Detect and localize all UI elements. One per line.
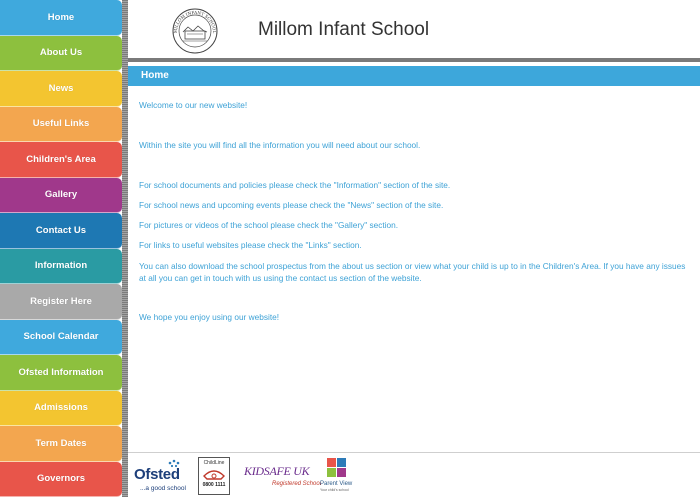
sidebar-nav [0,0,122,497]
sidebar-item-label: Information [34,260,88,272]
childline-name: ChildLine [203,460,225,466]
sidebar-item-label: Useful Links [32,118,90,130]
sidebar-item-label: Governors [36,473,86,485]
content-paragraph: For school documents and policies please check the "Information" section of the site. [139,180,451,190]
sidebar-item-label: Contact Us [35,224,87,236]
sidebar-item-admissions[interactable] [0,391,122,427]
ofsted-logo[interactable] [134,457,192,495]
sidebar-item-label: Ofsted Information [18,366,104,378]
telephone-icon [199,466,229,482]
sidebar-item-about-us[interactable] [0,36,122,72]
sidebar-item-gallery[interactable] [0,178,122,214]
kidsafe-name: KIDSAFE UK [244,464,310,478]
page-title: Home [141,70,169,81]
sidebar-item-governors[interactable] [0,462,122,497]
sidebar-item-label: Admissions [34,402,88,414]
sidebar-item-label: News [48,82,74,94]
sidebar-item-register-here[interactable] [0,284,122,320]
childline-logo[interactable] [198,457,230,495]
childline-number: 0800 1111 [202,482,226,488]
parent-view-tagline: Your child's school [320,488,349,492]
school-logo[interactable] [168,3,222,57]
content-paragraph: Welcome to our new website! [139,100,248,110]
site-footer [128,452,700,497]
content-paragraph: For school news and upcoming events please check the "News" section of the site. [139,200,444,210]
kidsafe-tagline: Registered School [272,481,322,487]
puzzle-icon [326,457,348,479]
sidebar-item-label: Children's Area [26,153,96,165]
ofsted-tagline: ...a good school [140,485,186,492]
parent-view-logo[interactable] [316,457,356,497]
sidebar-item-label: School Calendar [23,331,99,343]
content-paragraph: You can also download the school prospectus from the about us section or view what your child is up to in the Children's Area. If you have any issues at all you can get in touch with us using the contact us section of the website. [139,261,686,283]
sidebar-item-term-dates[interactable] [0,426,122,462]
sidebar-item-news[interactable] [0,71,122,107]
sidebar-item-label: Term Dates [35,437,87,449]
sidebar-item-information[interactable] [0,249,122,285]
content-paragraph: We hope you enjoy using our website! [139,312,280,322]
page-title-bar [128,66,700,86]
sidebar-item-home[interactable] [0,0,122,36]
sidebar-item-contact-us[interactable] [0,213,122,249]
content-paragraph: For links to useful websites please check the "Links" section. [139,240,362,250]
sidebar-item-ofsted-information[interactable] [0,355,122,391]
ofsted-name: Ofsted [134,466,180,483]
sidebar-item-label: Gallery [44,189,78,201]
sidebar-item-label: Home [47,11,75,23]
main-content [128,86,700,451]
parent-view-name: Parent View [320,481,353,487]
sidebar-item-label: Register Here [30,295,92,307]
content-paragraph: For pictures or videos of the school please check the "Gallery" section. [139,220,399,230]
sidebar-item-childrens-area[interactable] [0,142,122,178]
school-crest-icon [168,3,222,57]
site-title: Millom Infant School [258,19,430,40]
sidebar-item-useful-links[interactable] [0,107,122,143]
content-paragraph: Within the site you will find all the information you will need about our school. [139,140,421,150]
site-header [128,0,700,62]
sidebar-item-school-calendar[interactable] [0,320,122,356]
sidebar-item-label: About Us [39,47,83,59]
logo-ring-text: MILLOM INFANT SCHOOL [172,9,218,34]
